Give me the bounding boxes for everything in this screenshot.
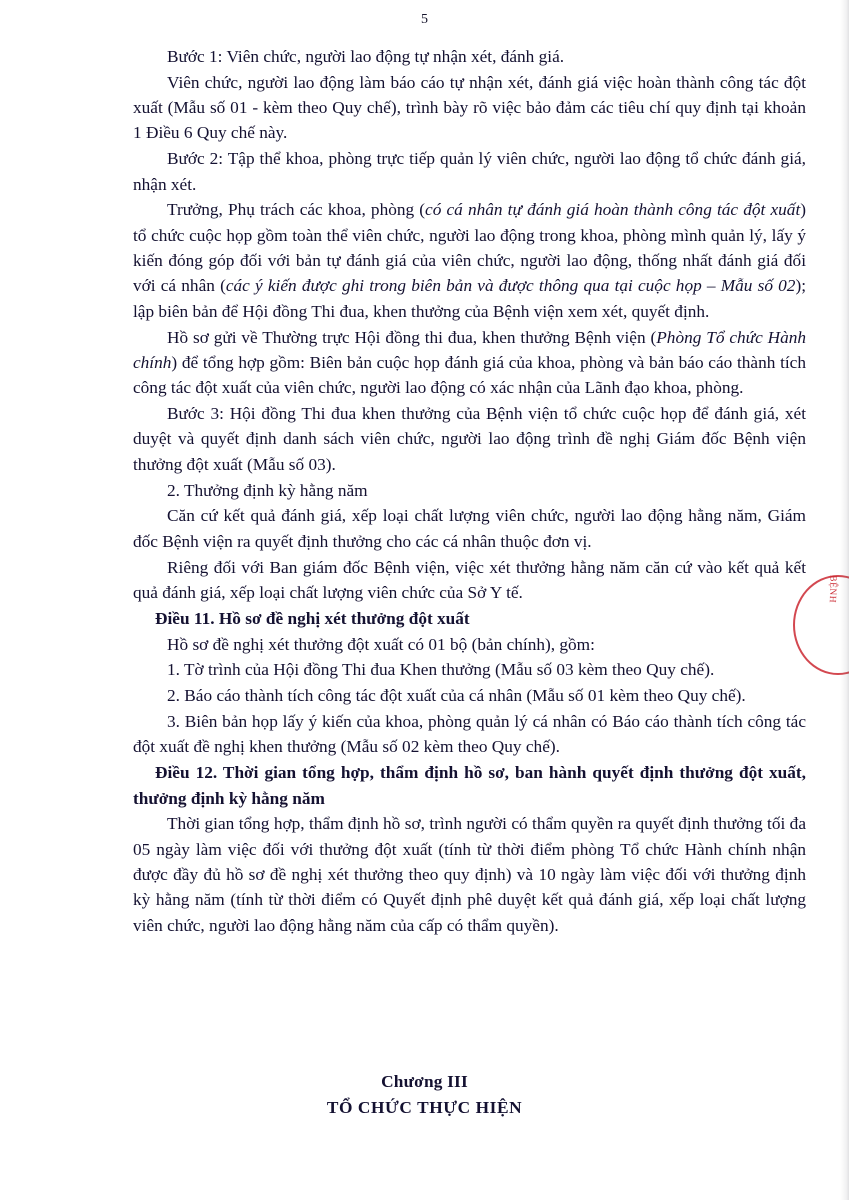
paragraph-item-2-periodic-reward: 2. Thưởng định kỳ hằng năm — [167, 480, 368, 500]
paragraph-dossier-intro: Hồ sơ đề nghị xét thưởng đột xuất có 01 bộ (bản chính), gồm: — [167, 634, 595, 654]
paragraph-dossier-item-3: 3. Biên bản họp lấy ý kiến của khoa, phòng quản lý cá nhân có Báo cáo thành tích công tác đột xuất đề nghị khen thưởng (Mẫu số 02 kèm theo Quy chế). — [133, 712, 806, 757]
document-body — [133, 44, 806, 938]
paragraph-step-2: Bước 2: Tập thể khoa, phòng trực tiếp quản lý viên chức, người lao động tổ chức đánh giá, nhận xét. — [133, 149, 806, 194]
italic-run: Phòng Tổ chức Hành chính — [133, 327, 807, 372]
paragraph-department-meeting: Trưởng, Phụ trách các khoa, phòng (có cá nhân tự đánh giá hoàn thành công tác đột xuất) tổ chức cuộc họp gồm toàn thể viên chức, người lao động trong khoa, phòng mình quản lý, lấy ý kiến đóng góp đối với bản tự đánh giá của viên chức, người lao động, thống nhất đánh giá đối với cá nhân (các ý kiến được ghi trong biên bản và được thông qua tại cuộc họp – Mẫu số 02); lập biên bản để Hội đồng Thi đua, khen thưởng của Bệnh viện xem xét, quyết định. — [133, 200, 807, 321]
chapter-label: Chương III — [381, 1072, 468, 1091]
paragraph-board-of-directors: Riêng đối với Ban giám đốc Bệnh viện, việc xét thưởng hằng năm căn cứ vào kết quả kết quả đánh giá, xếp loại chất lượng viên chức của Sở Y tế. — [133, 557, 806, 602]
heading-dieu-11: Điều 11. Hồ sơ đề nghị xét thưởng đột xuất — [155, 608, 470, 628]
heading-dieu-12: Điều 12. Thời gian tổng hợp, thẩm định hồ sơ, ban hành quyết định thưởng đột xuất, thưởng định kỳ hằng năm — [133, 763, 806, 808]
paragraph-dossier-item-2: 2. Báo cáo thành tích công tác đột xuất của cá nhân (Mẫu số 01 kèm theo Quy chế). — [167, 686, 746, 706]
page-edge-shadow — [840, 0, 849, 1200]
official-seal-text: BỆNH — [826, 575, 838, 604]
page-number: 5 — [421, 12, 428, 27]
paragraph-dossier-submission: Hồ sơ gửi về Thường trực Hội đồng thi đua, khen thưởng Bệnh viện (Phòng Tổ chức Hành chính) để tổng hợp gồm: Biên bản cuộc họp đánh giá của khoa, phòng và bản báo cáo thành tích công tác đột xuất của viên chức, người lao động có xác nhận của Lãnh đạo khoa, phòng. — [133, 327, 807, 398]
italic-run: có cá nhân tự đánh giá hoàn thành công tác đột xuất — [425, 200, 801, 220]
paragraph-step-1: Bước 1: Viên chức, người lao động tự nhận xét, đánh giá. — [167, 47, 565, 66]
italic-run: các ý kiến được ghi trong biên bản và được thông qua tại cuộc họp – Mẫu số 02 — [225, 276, 796, 296]
paragraph-step-3: Bước 3: Hội đồng Thi đua khen thưởng của Bệnh viện tổ chức cuộc họp để đánh giá, xét duyệt và quyết định danh sách viên chức, người lao động trình đề nghị Giám đốc Bệnh viện thưởng đột xuất (Mẫu số 03). — [133, 404, 806, 474]
paragraph-processing-time: Thời gian tổng hợp, thẩm định hồ sơ, trình người có thẩm quyền ra quyết định thưởng tối đa 05 ngày làm việc đối với thưởng đột xuất (tính từ thời điểm phòng Tổ chức Hành chính nhận được đầy đủ hồ sơ đề nghị xét thưởng theo quy định) và 10 ngày làm việc đối với thưởng định kỳ hằng năm (tính từ thời điểm có Quyết định phê duyệt kết quả đánh giá, xếp loại chất lượng viên chức, người lao động hằng năm của cấp có thẩm quyền). — [133, 814, 806, 935]
paragraph-dossier-item-1: 1. Tờ trình của Hội đồng Thi đua Khen thưởng (Mẫu số 03 kèm theo Quy chế). — [167, 660, 715, 680]
paragraph-self-assessment: Viên chức, người lao động làm báo cáo tự nhận xét, đánh giá việc hoàn thành công tác đột xuất (Mẫu số 01 - kèm theo Quy chế), trình bày rõ việc bảo đảm các tiêu chí quy định tại khoản 1 Điều 6 Quy chế này. — [133, 72, 806, 143]
paragraph-annual-evaluation: Căn cứ kết quả đánh giá, xếp loại chất lượng viên chức, người lao động hằng năm, Giám đốc Bệnh viện ra quyết định thưởng cho các cá nhân thuộc đơn vị. — [133, 506, 806, 551]
chapter-title: TỔ CHỨC THỰC HIỆN — [326, 1098, 523, 1117]
